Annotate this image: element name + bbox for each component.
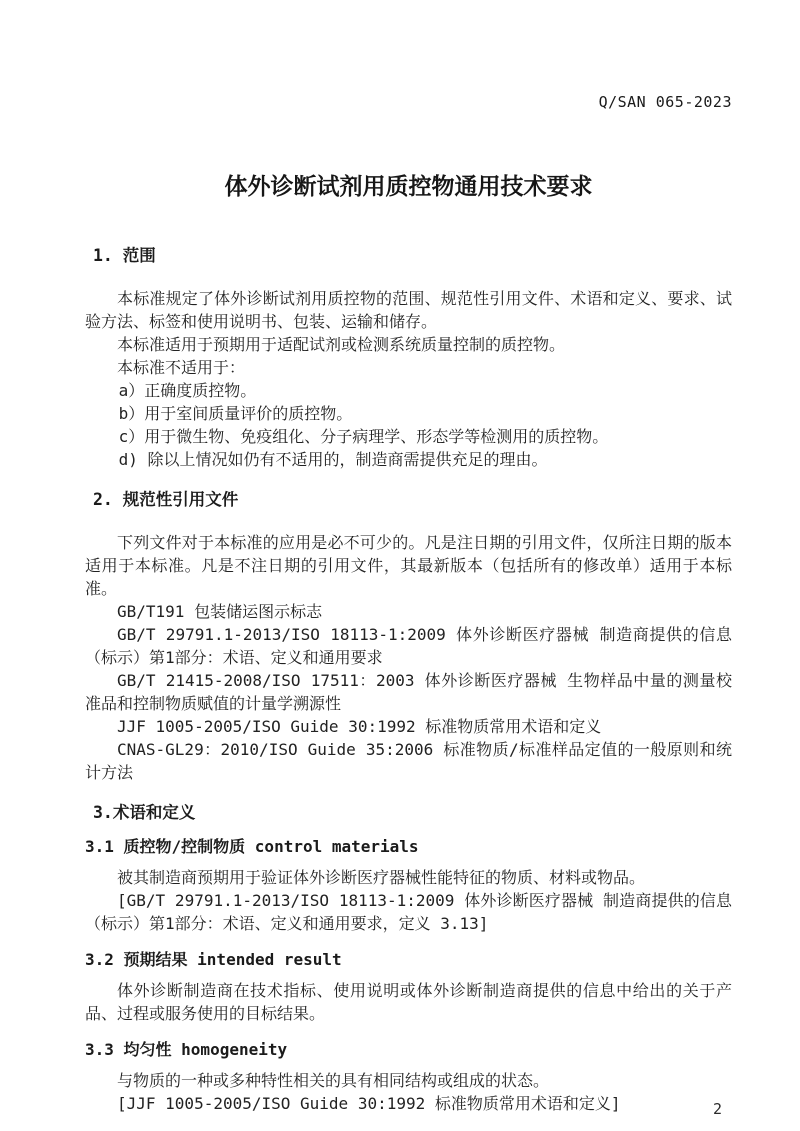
list-item: b）用于室间质量评价的质控物。 <box>118 404 353 423</box>
section-1-paragraph: 本标准规定了体外诊断试剂用质控物的范围、规范性引用文件、术语和定义、要求、试验方法、标签和使用说明书、包装、运输和储存。 <box>85 289 732 331</box>
term-3-2-heading: 3.2 预期结果 intended result <box>85 950 342 969</box>
document-title: 体外诊断试剂用质控物通用技术要求 <box>224 174 593 200</box>
term-3-1-heading: 3.1 质控物/控制物质 control materials <box>85 837 419 856</box>
list-item: c）用于微生物、免疫组化、分子病理学、形态学等检测用的质控物。 <box>118 427 609 446</box>
term-source: [GB/T 29791.1-2013/ISO 18113-1:2009 体外诊断医疗器械 制造商提供的信息（标示）第1部分：术语、定义和通用要求，定义 3.13] <box>85 891 732 933</box>
term-definition: 被其制造商预期用于验证体外诊断医疗器械性能特征的物质、材料或物品。 <box>117 868 646 887</box>
section-1-body <box>85 287 732 471</box>
term-definition: 与物质的一种或多种特性相关的具有相同结构或组成的状态。 <box>117 1071 550 1090</box>
section-1-paragraph: 本标准不适用于： <box>117 358 246 377</box>
section-1-paragraph: 本标准适用于预期用于适配试剂或检测系统质量控制的质控物。 <box>117 335 566 354</box>
normative-reference: JJF 1005-2005/ISO Guide 30:1992 标准物质常用术语和定义 <box>117 717 602 736</box>
page-number: 2 <box>712 1100 722 1118</box>
section-2-intro: 下列文件对于本标准的应用是必不可少的。凡是注日期的引用文件，仅所注日期的版本适用于本标准。凡是不注日期的引用文件，其最新版本（包括所有的修改单）适用于本标准。 <box>85 533 732 598</box>
section-2-heading: 2. 规范性引用文件 <box>93 490 239 509</box>
term-3-2-body <box>85 979 732 1025</box>
term-source: [JJF 1005-2005/ISO Guide 30:1992 标准物质常用术语和定义] <box>117 1094 621 1113</box>
list-item: a）正确度质控物。 <box>118 381 257 400</box>
doc-number: Q/SAN 065-2023 <box>598 93 732 111</box>
normative-reference: GB/T 29791.1-2013/ISO 18113-1:2009 体外诊断医疗器械 制造商提供的信息（标示）第1部分：术语、定义和通用要求 <box>85 625 732 667</box>
section-1-heading: 1. 范围 <box>93 246 156 265</box>
normative-reference: CNAS-GL29：2010/ISO Guide 35:2006 标准物质/标准样品定值的一般原则和统计方法 <box>85 740 732 782</box>
list-item: d) 除以上情况如仍有不适用的，制造商需提供充足的理由。 <box>118 450 548 469</box>
normative-reference: GB/T 21415-2008/ISO 17511：2003 体外诊断医疗器械 生物样品中量的测量校准品和控制物质赋值的计量学溯源性 <box>85 671 732 713</box>
section-1-exclusion-list <box>85 379 732 471</box>
section-3-heading: 3.术语和定义 <box>93 803 196 822</box>
term-3-3-heading: 3.3 均匀性 homogeneity <box>85 1040 288 1059</box>
term-3-3-body <box>85 1069 732 1115</box>
normative-reference: GB/T191 包装储运图示标志 <box>117 602 323 621</box>
term-definition: 体外诊断制造商在技术指标、使用说明或体外诊断制造商提供的信息中给出的关于产品、过程或服务使用的目标结果。 <box>85 981 732 1023</box>
section-2-body <box>85 531 732 784</box>
term-3-1-body <box>85 866 732 935</box>
